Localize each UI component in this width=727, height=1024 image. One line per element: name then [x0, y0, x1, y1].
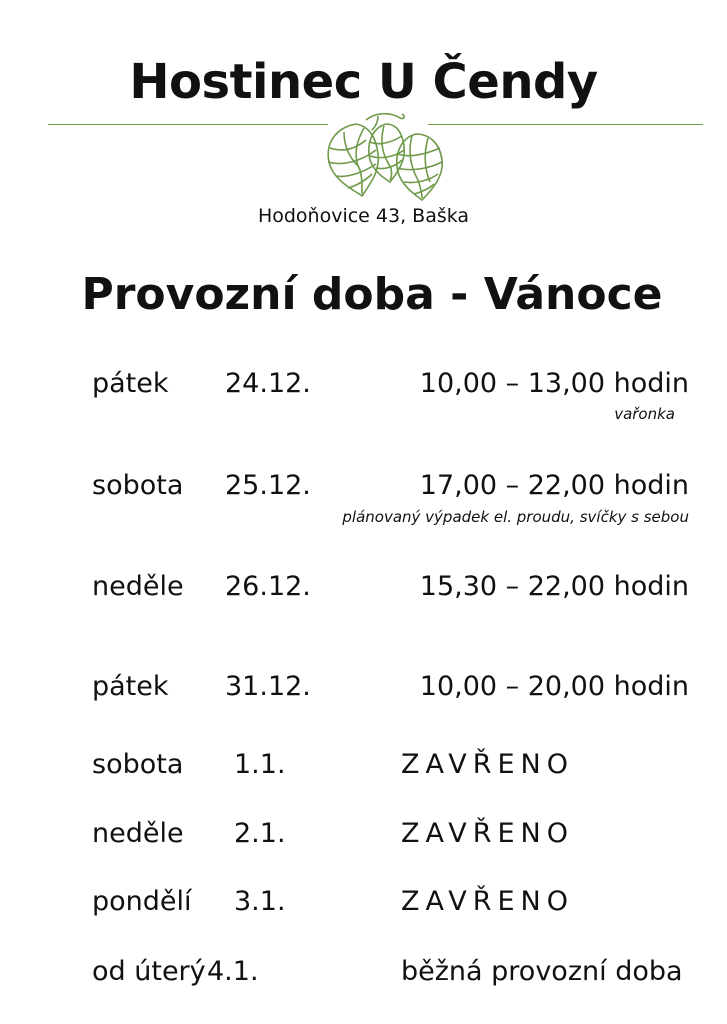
schedule-date: 1.1.: [234, 749, 286, 780]
schedule-hours: ZAVŘENO: [401, 818, 574, 849]
schedule-date: 26.12.: [225, 571, 311, 602]
hops-icon: [318, 110, 450, 202]
schedule-hours: 10,00 – 20,00 hodin: [419, 671, 689, 702]
schedule-hours: 17,00 – 22,00 hodin: [419, 470, 689, 501]
schedule-hours: běžná provozní doba: [401, 956, 683, 987]
divider-left: [48, 124, 328, 125]
schedule-date: 31.12.: [225, 671, 311, 702]
schedule-date: 24.12.: [225, 368, 311, 399]
schedule-note: plánovaný výpadek el. proudu, svíčky s sebou: [342, 508, 689, 526]
schedule-day: neděle: [92, 571, 184, 602]
schedule-date: 3.1.: [234, 886, 286, 917]
schedule-note: vařonka: [614, 405, 675, 423]
schedule-day: od úterý: [92, 956, 206, 987]
schedule-hours: ZAVŘENO: [401, 749, 574, 780]
schedule-date: 4.1.: [207, 956, 259, 987]
schedule-day: pátek: [92, 671, 169, 702]
schedule-date: 25.12.: [225, 470, 311, 501]
schedule-hours: 10,00 – 13,00 hodin: [419, 368, 689, 399]
schedule-day: neděle: [92, 818, 184, 849]
divider-right: [428, 124, 703, 125]
schedule-day: sobota: [92, 749, 184, 780]
schedule-day: pátek: [92, 368, 169, 399]
address: Hodoňovice 43, Baška: [257, 205, 470, 227]
schedule-day: pondělí: [92, 886, 192, 917]
schedule-date: 2.1.: [234, 818, 286, 849]
schedule-day: sobota: [92, 470, 184, 501]
schedule-hours: 15,30 – 22,00 hodin: [419, 571, 689, 602]
restaurant-name: Hostinec U Čendy: [129, 54, 598, 110]
schedule-hours: ZAVŘENO: [401, 886, 574, 917]
page-subtitle: Provozní doba - Vánoce: [81, 269, 663, 320]
